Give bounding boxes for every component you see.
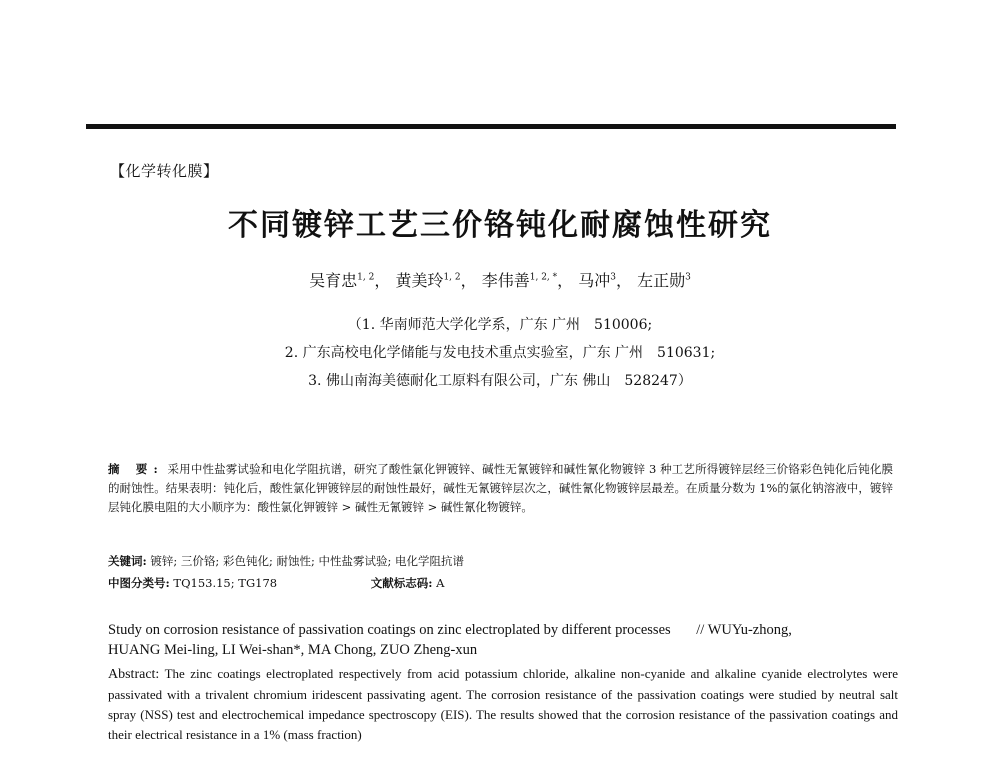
affiliation-2: 2. 广东高校电化学储能与发电技术重点实验室，广东 广州 510631; xyxy=(284,345,716,361)
author-name: 吴育忠 xyxy=(309,271,358,290)
author-list: 吴育忠$^{1, 2}$， 黄美玲$^{1, 2}$， 李伟善$^{1, 2, *}$， 马冲$^3$， 左正勋$^3$ xyxy=(309,271,691,290)
keywords-cn xyxy=(108,552,893,571)
section-tag: 【化学转化膜】 xyxy=(110,162,219,180)
english-title-block xyxy=(108,620,898,660)
author-affil-mark: 3 xyxy=(610,272,616,283)
english-abstract-label: Abstract: xyxy=(108,667,160,682)
author-name: 李伟善 xyxy=(481,271,530,290)
docmark-label: 文献标志码: xyxy=(370,576,433,590)
author-affil-mark: 3 xyxy=(685,272,691,283)
abstract-cn-label: 摘 要: xyxy=(108,462,164,476)
author-affil-mark: 1, 2, * xyxy=(529,272,558,283)
author-name: 左正勋 xyxy=(637,271,686,290)
affiliation-1: （1. 华南师范大学化学系，广东 广州 510006; xyxy=(347,317,653,333)
author-affil-mark: 1, 2 xyxy=(357,272,375,283)
author-name: 黄美玲 xyxy=(395,271,444,290)
abstract-cn xyxy=(108,460,893,517)
classification-label: 中图分类号: xyxy=(108,576,170,590)
docmark-value: A xyxy=(436,576,445,590)
keywords-cn-text: 镀锌; 三价铬; 彩色钝化; 耐蚀性; 中性盐雾试验; 电化学阻抗谱 xyxy=(150,554,465,568)
english-abstract xyxy=(108,664,898,745)
paper-title: 不同镀锌工艺三价铬钝化耐腐蚀性研究 xyxy=(228,208,772,243)
classification-value: TQ153.15; TG178 xyxy=(173,576,278,590)
abstract-cn-text: 采用中性盐雾试验和电化学阻抗谱，研究了酸性氯化钾镀锌、碱性无氰镀锌和碱性氰化物镀锌 3 种工艺所得镀锌层经三价铬彩色钝化后钝化膜的耐蚀性。结果表明：钝化后，酸性氯化钾镀锌层的耐蚀性最好，碱性无氰镀锌层次之，碱性氰化物镀锌层最差。在质量分数为 1%的氯化钠溶液中，镀锌层钝化膜电阻的大小顺序为：酸性氯化钾镀锌 > 碱性无氰镀锌 > 碱性氰化物镀锌。 xyxy=(108,462,894,514)
author-name: 马冲 xyxy=(578,271,611,290)
classification-line xyxy=(108,574,893,593)
english-authors: HUANG Mei-ling, LI Wei-shan*, MA Chong, ZUO Zheng-xun xyxy=(108,642,478,658)
english-title: Study on corrosion resistance of passivation coatings on zinc electroplated by different processes xyxy=(108,622,671,638)
affiliation-3: 3. 佛山南海美德耐化工原料有限公司，广东 佛山 528247） xyxy=(308,373,692,389)
keywords-cn-label: 关键词: xyxy=(108,554,147,568)
header-rule xyxy=(86,124,896,129)
english-authors-prefix: // WUYu-zhong, xyxy=(696,622,792,638)
author-affil-mark: 1, 2 xyxy=(443,272,461,283)
english-abstract-text: The zinc coatings electroplated respectively from acid potassium chloride, alkaline non-cyanide and alkaline cyanide electrolytes were passivated with a trivalent chromium iridescent passivating agent. The corrosion resistance of the passivation coatings were studied by neutral salt spray (NSS) test and electrochemical impedance spectroscopy (EIS). The results showed that the corrosion resistance of the passivation coatings and their electrical resistance in a 1% (mass fraction) xyxy=(108,666,899,742)
